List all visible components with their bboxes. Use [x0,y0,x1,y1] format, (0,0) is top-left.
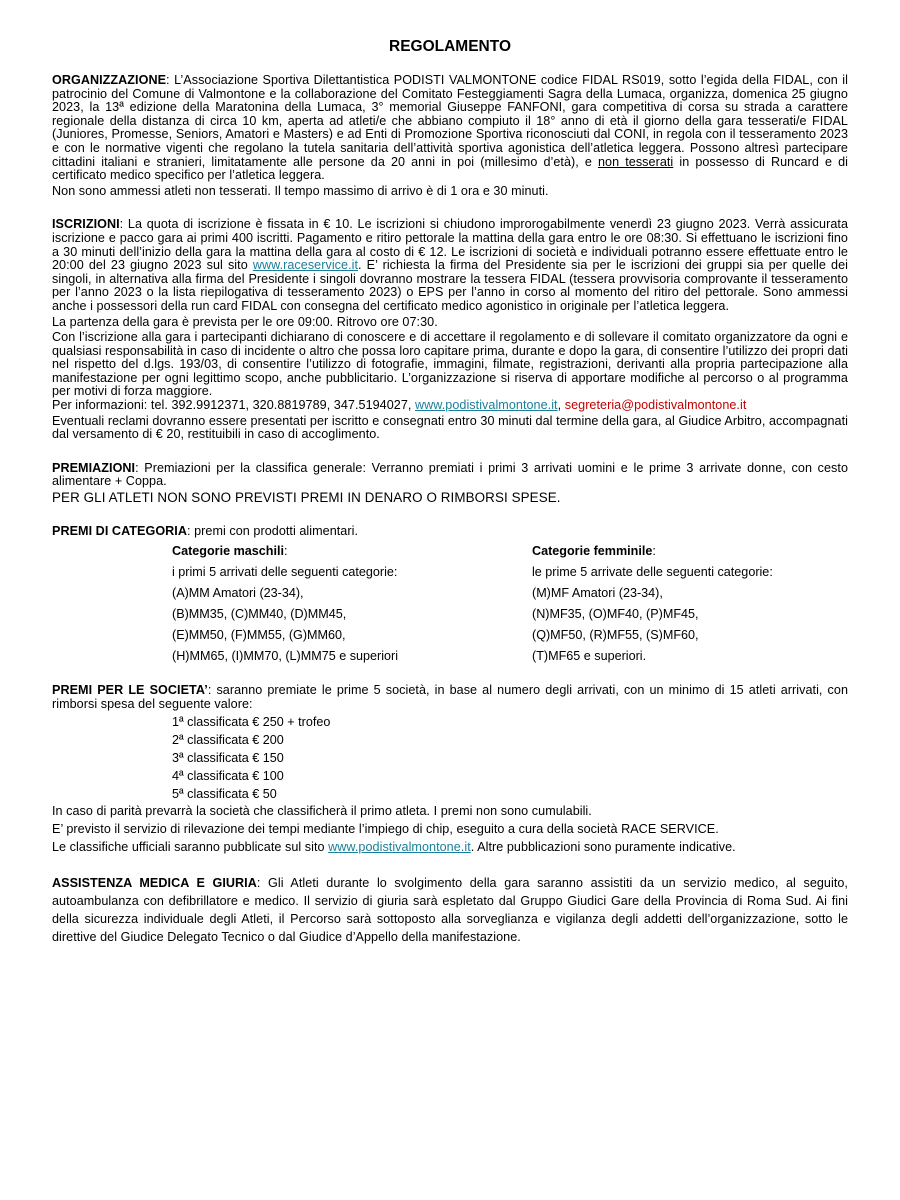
male-category-line: (H)MM65, (I)MM70, (L)MM75 e superiori [172,649,399,664]
start-time-text: La partenza della gara è prevista per le ore 09:00. Ritrovo ore 07:30. [52,314,438,329]
team-prize-list [172,715,848,805]
organization-heading: ORGANIZZAZIONE [52,73,167,87]
female-category-line: (N)MF35, (O)MF40, (P)MF45, [532,607,699,622]
medical-section [52,874,848,946]
team-awards-notes [52,805,848,854]
team-awards-paragraph: PREMI PER LE SOCIETA’: saranno premiate le prime 5 società, in base al numero degli arrivati, con un minimo di 15 atleti arrivati, con rimborsi spesa del seguente valore: [52,683,848,711]
no-cash-note: PER GLI ATLETI NON SONO PREVISTI PREMI IN DENARO O RIMBORSI SPESE. [52,490,561,506]
organization-paragraph: ORGANIZZAZIONE: L’Associazione Sportiva Dilettantistica PODISTI VALMONTONE codice FIDAL RS019, sotto l’egida della FIDAL, con il patrocinio del Comune di Valmontone e la collaborazione del Comitato Festeggiamenti Sagra della Lumaca, organizza, domenica 25 giugno 2023, la 13ª edizione della Maratonina della Lumaca, 3° memorial Giuseppe FANFONI, gara competitiva di corsa su strada a carattere regionale della distanza di circa 10 km, aperta ad atleti/e che abbiano compiuto il 18° anno di età il giorno della gara tesserati/e FIDAL (Juniores, Promesse, Seniors, Amatori e Masters) e ad Enti di Promozione Sportiva riconosciuti dal CONI, in regola con il tesseramento 2023 e con le normative vigenti che regolano la tutela sanitaria dell’attività sportiva agonistica dell’atletica leggera. Possono altresì partecipare cittadini italiani e stranieri, limitatamente alle persone da 20 anni in poi (millesimo d’età), e non tesserati in possesso di Runcard e di certificato medico specifico per l’atletica leggera. [52,73,849,183]
email-link[interactable]: segreteria@podistivalmontone.it [564,398,747,413]
male-category-line: i primi 5 arrivati delle seguenti categorie: [172,565,398,580]
underlined-text: non tesserati [598,154,674,169]
results-website-link[interactable]: www.podistivalmontone.it [328,839,471,854]
document-page [52,30,848,946]
awards-heading: PREMIAZIONI [52,460,136,475]
female-category-line: (Q)MF50, (R)MF55, (S)MF60, [532,628,699,643]
category-table [172,544,848,670]
team-awards-heading: PREMI PER LE SOCIETA’ [52,683,208,698]
female-category-line: le prime 5 arrivate delle seguenti categorie: [532,565,773,580]
website-link[interactable]: www.podistivalmontone.it [415,398,558,413]
registration-heading: ISCRIZIONI [52,217,120,232]
team-prize-item: 5ª classificata € 50 [172,787,277,802]
registration-paragraph: ISCRIZIONI: La quota di iscrizione è fissata in € 10. Le iscrizioni si chiudono improrogabilmente venerdì 23 giugno 2023. Verrà assicurata iscrizione e pacco gara ai primi 400 iscritti. Pagamento e ritiro pettorale la mattina della gara entro le ore 08:30. Si effettuano le iscrizioni fino a 30 minuti dell’inizio della gara la mattina della gara al costo di € 12. Le iscrizioni di società e individuali potranno essere effettuate entro le 20:00 del 23 giugno 2023 sul sito www.raceservice.it. E’ richiesta la firma del Presidente sia per le iscrizioni dei gruppi sia per quelle dei singoli, in alternativa alla firma del Presidente i singoli dovranno mostrare la tessera FIDAL (tessera provvisoria comprovante il tesseramento per l’anno 2023 o la lista riepilogativa di tesseramento 2023) o EPS per l’anno in corso al momento del ritiro del pettorale. Sono ammessi anche i possessori della run card FIDAL con consegna del certificato medico agonistico in originale per l’atletica leggera. [52,217,848,313]
medical-paragraph: ASSISTENZA MEDICA E GIURIA: Gli Atleti durante lo svolgimento della gara saranno assistiti da un servizio medico, al seguito, autoambulanza con defibrillatore e medico. Il servizio di giuria sarà espletato dal Gruppo Giudici Gare della Provincia di Roma Sud. Ai fini della sicurezza individuale degli Atleti, il Percorso sarà sottoposto alla sorveglianza e vigilanza degli addetti dell’organizzazione, sotto le direttive del Giudice Delegato Tecnico o dal Giudice d’Appello della manifestazione. [52,876,848,945]
category-awards-paragraph: PREMI DI CATEGORIA: premi con prodotti alimentari. [52,523,359,538]
chip-timing-text: E’ previsto il servizio di rilevazione dei tempi mediante l’impiego di chip, eseguito a cura della società RACE SERVICE. [52,822,719,836]
male-category-heading: Categorie maschili: [172,544,288,559]
male-category-line: (E)MM50, (F)MM55, (G)MM60, [172,628,346,643]
tie-rule-text: In caso di parità prevarrà la società che classificherà il primo atleta. I premi non sono cumulabili. [52,804,592,819]
team-prize-item: 2ª classificata € 200 [172,733,284,748]
team-prize-item: 3ª classificata € 150 [172,751,284,766]
results-publication-text: Le classifiche ufficiali saranno pubblicate sul sito www.podistivalmontone.it. Altre pubblicazioni sono puramente indicative. [52,839,736,854]
team-prize-item: 1ª classificata € 250 + trofeo [172,715,331,730]
raceservice-link[interactable]: www.raceservice.it [252,258,359,273]
female-category-heading: Categorie femminile: [532,544,656,559]
claims-paragraph: Eventuali reclami dovranno essere presentati per iscritto e consegnati entro 30 minuti dal termine della gara, al Giudice Arbitro, accompagnati dal versamento di € 20, restituibili in caso di accoglimento. [52,413,848,442]
awards-paragraph: PREMIAZIONI: Premiazioni per la classifica generale: Verranno premiati i primi 3 arrivati uomini e le prime 3 arrivate donne, con cesto alimentare + Coppa. [52,460,848,489]
female-category-line: (T)MF65 e superiori. [532,649,647,664]
category-awards-heading: PREMI DI CATEGORIA [52,523,188,538]
male-category-line: (A)MM Amatori (23-34), [172,586,304,601]
female-category-line: (M)MF Amatori (23-34), [532,586,663,601]
document-title: REGOLAMENTO [389,38,511,55]
male-category-line: (B)MM35, (C)MM40, (D)MM45, [172,607,347,622]
organization-note: Non sono ammessi atleti non tesserati. Il tempo massimo di arrivo è di 1 ora e 30 minuti. [52,183,549,198]
info-paragraph: Per informazioni: tel. 392.9912371, 320.8819789, 347.5194027, www.podistivalmontone.it, segreteria@podistivalmontone.it [52,398,747,413]
consent-paragraph: Con l’iscrizione alla gara i partecipanti dichiarano di conoscere e di accettare il regolamento e di sollevare il comitato organizzatore da ogni e qualsiasi responsabilità in caso di incidente o altro che possa loro capitare prima, durante e dopo la gara, di consentire l’utilizzo dei propri dati nel rispetto del d.lgs. 193/03, di consentire l’utilizzo di fotografie, immagini, filmate, registrazioni, derivanti alla propria partecipazione alla manifestazione per ogni legittimo scopo, anche pubblicitario. L’organizzazione si riserva di apportare modifiche al percorso o al programma per motivi di forza maggiore. [52,330,848,399]
medical-heading: ASSISTENZA MEDICA E GIURIA [52,876,257,891]
team-prize-item: 4ª classificata € 100 [172,769,284,784]
